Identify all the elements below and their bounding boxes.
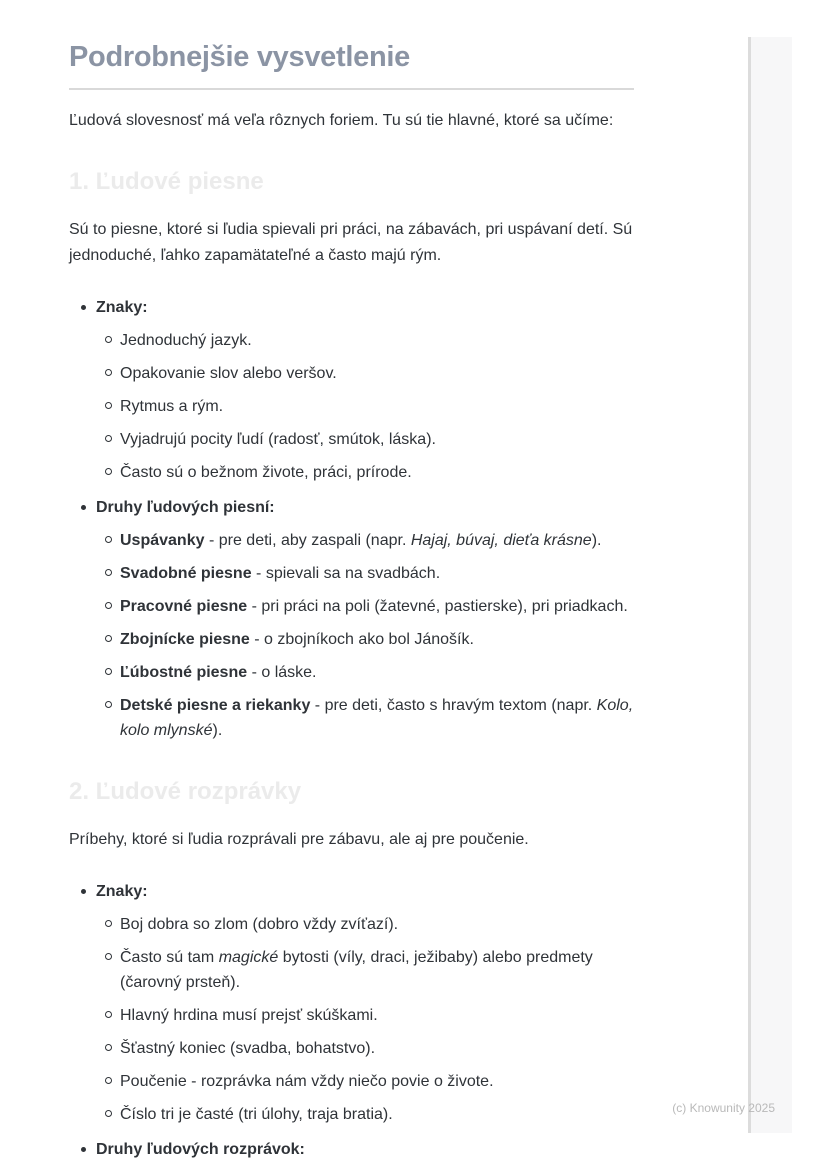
- text-run: Boj dobra so zlom (dobro vždy zvíťazí).: [120, 916, 399, 933]
- section-paragraph: Sú to piesne, ktoré si ľudia spievali pri práci, na zábavách, pri uspávaní detí. Sú jednoduché, ľahko zapamätateľné a často majú rým.: [69, 221, 633, 264]
- text-run: Číslo tri je časté (tri úlohy, traja bratia).: [120, 1106, 393, 1123]
- section-heading: 2. Ľudové rozprávky: [69, 778, 302, 805]
- text-run: - pri práci na poli (žatevné, pastierske), pri priadkach.: [247, 598, 628, 615]
- bullet-icon: [81, 505, 86, 510]
- list-item: [120, 1069, 644, 1094]
- section-ludove-piesne: [69, 167, 644, 743]
- list-item: [120, 528, 644, 553]
- scrollbar[interactable]: [748, 37, 792, 1133]
- text-run: Jednoduchý jazyk.: [120, 332, 252, 349]
- text-run: Hajaj, búvaj, dieťa krásne: [410, 532, 592, 549]
- bullet-list: [69, 879, 644, 1162]
- section-heading: 1. Ľudové piesne: [69, 168, 264, 195]
- list-item: [120, 460, 644, 485]
- text-run: - o láske.: [247, 664, 317, 681]
- text-run: magické: [218, 949, 279, 966]
- list-group-label: Znaky:: [96, 299, 148, 316]
- list-group: [96, 495, 644, 743]
- list-item: [120, 912, 644, 937]
- list-item: [120, 1102, 644, 1127]
- bullet-icon: [81, 1147, 86, 1152]
- text-run: Pracovné piesne: [120, 598, 248, 615]
- list-item: [120, 1003, 644, 1028]
- text-run: Vyjadrujú pocity ľudí (radosť, smútok, láska).: [120, 431, 436, 448]
- list-group-label: Druhy ľudových piesní:: [96, 499, 275, 516]
- copyright-watermark: (c) Knowunity 2025: [672, 1101, 775, 1115]
- page-title: Podrobnejšie vysvetlenie: [69, 40, 634, 90]
- text-run: Rytmus a rým.: [120, 398, 224, 415]
- text-run: bytosti (víly, draci, ježibaby) alebo predmety (čarovný prsteň).: [120, 949, 593, 991]
- text-run: Kolo, kolo mlynské: [120, 697, 634, 739]
- text-run: Svadobné piesne: [120, 565, 252, 582]
- list-item: [120, 361, 644, 386]
- list-item: [120, 427, 644, 452]
- list-group-label: Druhy ľudových rozprávok:: [96, 1141, 305, 1158]
- list-item: [120, 394, 644, 419]
- text-run: Často sú tam: [120, 949, 219, 966]
- list-item: [120, 693, 644, 743]
- list-item: [120, 594, 644, 619]
- list-item: [120, 627, 644, 652]
- text-run: ).: [591, 532, 602, 549]
- list-group: [96, 1137, 644, 1162]
- intro-paragraph: Ľudová slovesnosť má veľa rôznych foriem. Tu sú tie hlavné, ktoré sa učíme:: [69, 112, 614, 129]
- sub-list: [96, 912, 644, 1127]
- section-paragraph: Príbehy, ktoré si ľudia rozprávali pre zábavu, ale aj pre poučenie.: [69, 831, 529, 848]
- text-run: Šťastný koniec (svadba, bohatstvo).: [120, 1040, 376, 1057]
- section-ludove-rozpravky: [69, 777, 644, 1162]
- list-item: [120, 328, 644, 353]
- text-run: - o zbojníkoch ako bol Jánošík.: [249, 631, 474, 648]
- text-run: Poučenie - rozprávka nám vždy niečo povie o živote.: [120, 1073, 494, 1090]
- list-item: [120, 561, 644, 586]
- document-page: [69, 0, 644, 1166]
- bullet-icon: [81, 305, 86, 310]
- text-run: Uspávanky: [120, 532, 205, 549]
- list-group: [96, 879, 644, 1127]
- list-item: [120, 660, 644, 685]
- bullet-icon: [81, 889, 86, 894]
- text-run: - spievali sa na svadbách.: [251, 565, 441, 582]
- text-run: ).: [212, 722, 223, 739]
- text-run: Zbojnícke piesne: [120, 631, 250, 648]
- text-run: Často sú o bežnom živote, práci, prírode.: [120, 464, 412, 481]
- list-item: [120, 1036, 644, 1061]
- list-item: [120, 945, 644, 995]
- text-run: Detské piesne a riekanky: [120, 697, 311, 714]
- bullet-list: [69, 295, 644, 743]
- list-group: [96, 295, 644, 485]
- text-run: Hlavný hrdina musí prejsť skúškami.: [120, 1007, 378, 1024]
- sub-list: [96, 328, 644, 485]
- text-run: - pre deti, často s hravým textom (napr.: [310, 697, 597, 714]
- sub-list: [96, 528, 644, 743]
- text-run: Ľúbostné piesne: [120, 664, 248, 681]
- text-run: - pre deti, aby zaspali (napr.: [204, 532, 411, 549]
- list-group-label: Znaky:: [96, 883, 148, 900]
- text-run: Opakovanie slov alebo veršov.: [120, 365, 337, 382]
